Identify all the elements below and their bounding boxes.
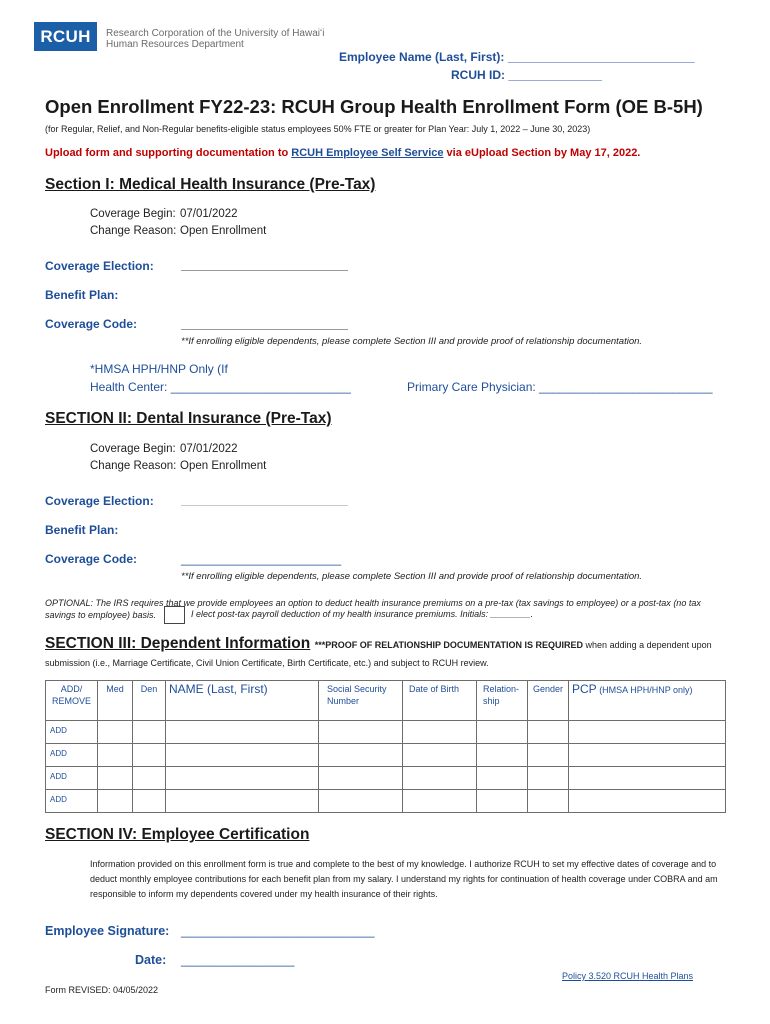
date-label: Date: [135,953,167,967]
medical-coverage-code-input[interactable] [181,329,348,330]
proof-rest: when adding a dependent upon [583,640,712,650]
name-cell[interactable] [166,790,319,813]
value: 07/01/2022 [180,208,238,220]
dental-dependents-note: **If enrolling eligible dependents, please complete Section III and provide proof of relationship documentation. [181,571,643,582]
med-cell[interactable] [98,721,133,744]
name-cell[interactable] [166,767,319,790]
col-dob: Date of Birth [403,681,477,721]
section1-heading: Section I: Medical Health Insurance (Pre-Tax) [45,176,376,193]
ssn-cell[interactable] [319,767,403,790]
name-cell[interactable] [166,744,319,767]
med-cell[interactable] [98,790,133,813]
certification-text: Information provided on this enrollment form is true and complete to the best of my knowledge. I authorize RCUH to set my effective dates of coverage and to deduct monthly employee contributions for each benefit plan from my salary. I understand my rights for continuation of health coverage under COBRA and am responsible to inform my dependents covered under my health insurance of their rights. [90,859,718,899]
ssn-cell[interactable] [319,790,403,813]
name-cell[interactable] [166,721,319,744]
date-input[interactable]: _________________ [181,953,295,967]
form-subtitle: (for Regular, Relief, and Non-Regular benefits-eligible status employees 50% FTE or greater for Plan Year: July 1, 2022 – June 30, 2023) [45,124,591,134]
medical-coverage-election-input[interactable] [181,270,348,271]
form-revised-date: Form REVISED: 04/05/2022 [45,985,159,995]
medical-coverage-begin [90,208,238,220]
col-relationship: Relation-ship [477,681,528,721]
medical-coverage-code-label: Coverage Code: [45,317,138,331]
dependent-table [45,680,726,813]
section3-proof-note [315,640,712,650]
dental-coverage-code-label: Coverage Code: [45,552,138,566]
upload-suffix: via eUpload Section by May 17, 2022. [443,147,641,159]
col-add-remove: ADD/ REMOVE [46,681,98,721]
value: 07/01/2022 [180,443,238,455]
dental-coverage-begin [90,443,238,455]
rcuh-logo: RCUH [34,22,97,51]
dependent-row [46,790,726,813]
add-remove-cell[interactable]: ADD [46,790,98,813]
pcp-cell[interactable] [569,744,726,767]
value: Open Enrollment [180,460,267,472]
organization-name [106,28,324,50]
col-med: Med [98,681,133,721]
proof-required: ***PROOF OF RELATIONSHIP DOCUMENTATION IS REQUIRED [314,640,584,650]
label: Coverage Begin: [90,443,176,455]
dependent-row [46,767,726,790]
gender-cell[interactable] [528,721,569,744]
den-cell[interactable] [133,790,166,813]
gender-cell[interactable] [528,744,569,767]
pcp-cell[interactable] [569,790,726,813]
med-cell[interactable] [98,767,133,790]
pcp-cell[interactable] [569,767,726,790]
section3-heading-row [45,635,712,653]
add-remove-cell[interactable]: ADD [46,744,98,767]
employee-name-field[interactable]: Employee Name (Last, First): ____________________________ [339,50,695,64]
employee-self-service-link[interactable]: RCUH Employee Self Service [291,147,444,159]
primary-care-physician-field[interactable]: Primary Care Physician: __________________________ [407,380,713,394]
medical-dependents-note: **If enrolling eligible dependents, please complete Section III and provide proof of relationship documentation. [181,336,643,347]
upload-prefix: Upload form and supporting documentation to [45,147,292,159]
relationship-cell[interactable] [477,790,528,813]
dob-cell[interactable] [403,744,477,767]
dependent-table-header [46,681,726,721]
medical-change-reason [90,225,266,237]
gender-cell[interactable] [528,767,569,790]
pcp-label: PCP [572,682,597,696]
dental-coverage-election-input[interactable] [181,505,348,506]
dependent-row [46,744,726,767]
org-line-2: Human Resources Department [106,39,244,50]
rcuh-id-field[interactable]: RCUH ID: ______________ [451,68,602,82]
value: Open Enrollment [180,225,267,237]
add-remove-cell[interactable]: ADD [46,767,98,790]
col-gender: Gender [528,681,569,721]
policy-link[interactable]: Policy 3.520 RCUH Health Plans [562,971,694,981]
dental-coverage-election-label: Coverage Election: [45,494,154,508]
dob-cell[interactable] [403,721,477,744]
den-cell[interactable] [133,744,166,767]
label: Change Reason: [90,225,177,237]
col-den: Den [133,681,166,721]
col-name: NAME (Last, First) [166,681,319,721]
post-tax-election-text: I elect post-tax payroll deduction of my health insurance premiums. Initials: ________. [191,609,534,619]
den-cell[interactable] [133,721,166,744]
medical-benefit-plan-input[interactable] [181,298,348,301]
add-remove-cell[interactable]: ADD [46,721,98,744]
pcp-cell[interactable] [569,721,726,744]
pcp-note: (HMSA HPH/HNP only) [596,685,693,695]
hmsa-note: *HMSA HPH/HNP Only (If [90,362,228,376]
med-cell[interactable] [98,744,133,767]
dental-change-reason [90,460,266,472]
section3-note-line2: submission (i.e., Marriage Certificate, Civil Union Certificate, Birth Certificate, etc.) and subject to RCUH review. [45,658,489,668]
relationship-cell[interactable] [477,721,528,744]
dependent-row [46,721,726,744]
dob-cell[interactable] [403,790,477,813]
section3-heading: SECTION III: Dependent Information [45,635,311,652]
label: Change Reason: [90,460,177,472]
dob-cell[interactable] [403,767,477,790]
label: Coverage Begin: [90,208,176,220]
dental-benefit-plan-input[interactable] [181,533,348,536]
post-tax-initials-box[interactable] [164,606,185,624]
col-ssn: Social Security Number [319,681,403,721]
medical-coverage-election-label: Coverage Election: [45,259,154,273]
upload-instructions [45,147,640,159]
relationship-cell[interactable] [477,767,528,790]
section2-heading: SECTION II: Dental Insurance (Pre-Tax) [45,410,332,427]
relationship-cell[interactable] [477,744,528,767]
section4-heading: SECTION IV: Employee Certification [45,826,310,843]
den-cell[interactable] [133,767,166,790]
ssn-cell[interactable] [319,721,403,744]
gender-cell[interactable] [528,790,569,813]
dental-benefit-plan-label: Benefit Plan: [45,523,119,537]
employee-signature-input[interactable]: _____________________________ [181,924,375,938]
optional-text: OPTIONAL: The IRS requires that we provide employees an option to deduct health insurance premiums on a pre-tax (tax savings to employee) or a post-tax (no tax savings to employee) basis. [45,598,701,620]
ssn-cell[interactable] [319,744,403,767]
col-pcp [569,681,726,721]
dental-coverage-code-input[interactable]: ________________________ [181,552,342,566]
org-line-1: Research Corporation of the University of Hawaiʻi [106,28,325,39]
employee-signature-label: Employee Signature: [45,924,170,938]
form-title: Open Enrollment FY22-23: RCUH Group Health Enrollment Form (OE B-5H) [45,96,703,117]
health-center-field[interactable]: Health Center: ___________________________ [90,380,351,394]
medical-benefit-plan-label: Benefit Plan: [45,288,119,302]
